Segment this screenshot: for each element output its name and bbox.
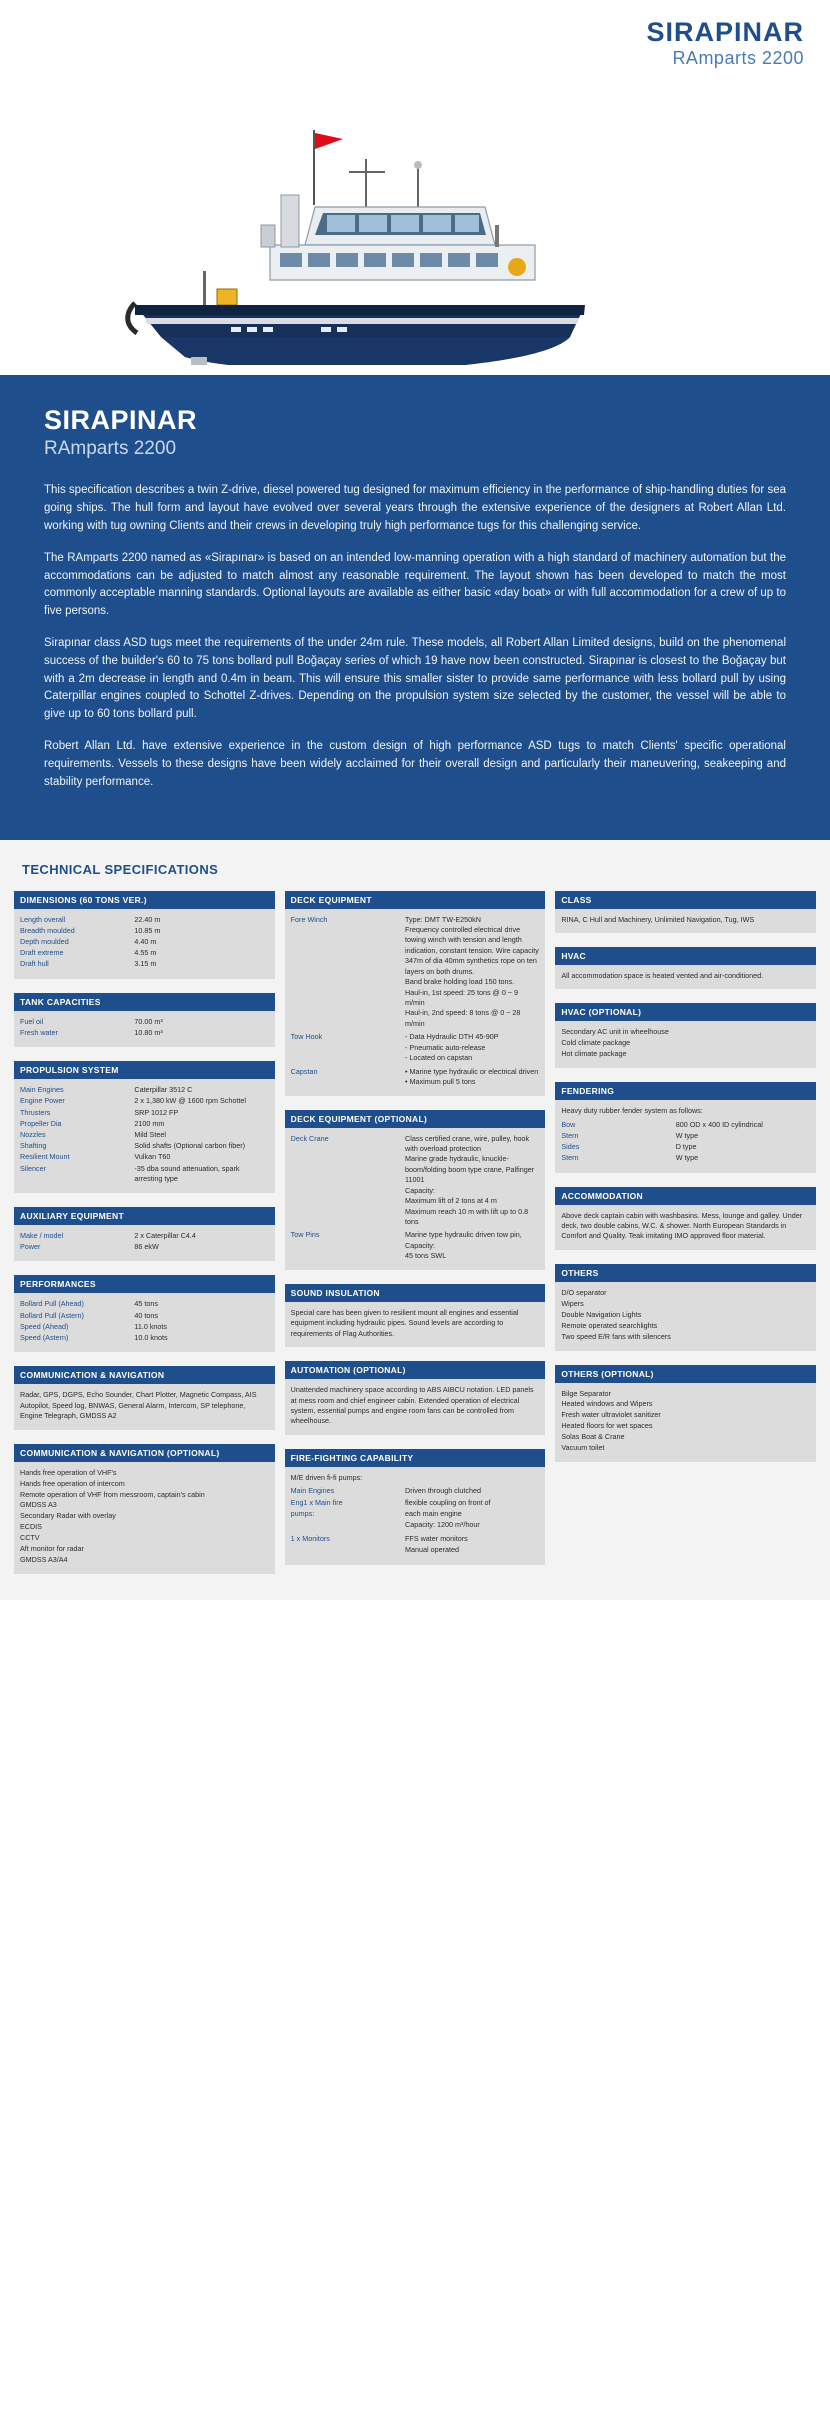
card-commnav-body — [14, 1384, 275, 1429]
list-item: Cold climate package — [561, 1038, 631, 1048]
row-label — [291, 1520, 405, 1531]
row-value: SRP 1012 FP — [134, 1107, 179, 1117]
introduction-section — [0, 375, 830, 839]
card-fifi-title: FIRE-FIGHTING CAPABILITY — [285, 1449, 546, 1467]
card-dimensions-title: DIMENSIONS (60 TONS VER.) — [14, 891, 275, 909]
row-value: flexible coupling on front of — [405, 1497, 491, 1507]
technical-specifications-section — [0, 840, 830, 1601]
table-row — [20, 1028, 269, 1039]
row-label: pumps: — [290, 1508, 315, 1518]
row-value: each main engine — [405, 1508, 462, 1518]
row-label: Main Engines — [20, 1085, 64, 1095]
deck-item-line: Type: DMT TW-E250kN — [405, 914, 481, 924]
card-others-opt-title: OTHERS (OPTIONAL) — [555, 1365, 816, 1383]
table-row — [291, 1486, 540, 1497]
row-label: Bollard Pull (Astern) — [20, 1310, 84, 1320]
row-label: Draft hull — [20, 959, 49, 969]
list-item: Vacuum toilet — [561, 1443, 605, 1453]
card-commnav-opt-title: COMMUNICATION & NAVIGATION (OPTIONAL) — [14, 1444, 275, 1462]
card-deck-title: DECK EQUIPMENT — [285, 891, 546, 909]
list-item: Hot climate package — [561, 1049, 627, 1059]
card-hvac-body — [555, 965, 816, 989]
table-row — [20, 1119, 269, 1130]
card-dimensions — [14, 891, 275, 979]
specs-column-left — [14, 891, 275, 1575]
row-value: Driven through clutched — [405, 1486, 481, 1496]
row-label: Breadth moulded — [20, 925, 75, 935]
table-row — [20, 1108, 269, 1119]
table-row — [20, 1085, 269, 1096]
table-row — [291, 1509, 540, 1520]
row-value: 45 tons — [134, 1299, 158, 1309]
row-value: 2 x 1,380 kW @ 1600 rpm Schottel — [134, 1096, 246, 1106]
list-item: Two speed E/R fans with silencers — [561, 1331, 671, 1341]
row-label: Stern — [561, 1153, 579, 1163]
table-row — [20, 959, 269, 970]
deck-opt-line: Class certified crane, wire, pulley, hook with overload protection — [405, 1133, 530, 1153]
intro-paragraph-4: Robert Allan Ltd. have extensive experience in the custom design of high performance ASD tugs to match Clients' specific operational requirements. Vessels to these designs have been widely acclaimed for their overall design and particularly their maneuvering, seakeeping and stability performance. — [44, 740, 786, 788]
card-tank-body — [14, 1011, 275, 1047]
deck-opt-line: Maximum lift of 2 tons at 4 m — [405, 1196, 497, 1206]
row-value: Solid shafts (Optional carbon fiber) — [134, 1141, 246, 1151]
row-label: Draft extreme — [20, 948, 64, 958]
row-label: Shafting — [20, 1141, 47, 1151]
card-deck-equipment-optional — [285, 1110, 546, 1270]
deck-item-line: • Marine type hydraulic or electrical driven — [405, 1066, 539, 1076]
card-hvac-title: HVAC — [555, 947, 816, 965]
card-commnav-opt-body — [14, 1462, 275, 1574]
card-fendering-body — [555, 1100, 816, 1172]
card-deck-equipment — [285, 891, 546, 1096]
list-item: Double Navigation Lights — [561, 1309, 642, 1319]
card-deck-opt-title: DECK EQUIPMENT (OPTIONAL) — [285, 1110, 546, 1128]
list-item: Fresh water ultraviolet sanitizer — [561, 1410, 661, 1420]
card-performances-body — [14, 1293, 275, 1352]
deck-item-line: Haul-in, 1st speed: 25 tons @ 0 ~ 9 m/min — [405, 987, 519, 1008]
table-row — [20, 1152, 269, 1163]
row-value: W type — [675, 1130, 699, 1140]
list-item: ECDIS — [20, 1522, 42, 1532]
row-label: Length overall — [20, 914, 66, 924]
list-item: Heated windows and Wipers — [561, 1399, 653, 1409]
deck-item-line: • Maximum pull 5 tons — [405, 1077, 476, 1087]
card-others-title: OTHERS — [555, 1264, 816, 1282]
deck-opt-item-label: Tow Pins — [290, 1230, 320, 1240]
card-hvac-opt-body — [555, 1021, 816, 1068]
deck-item-line: Frequency controlled electrical drive towing winch with tension and length indication, constant tension. Wire capacity 347m of dia 40mm synthetics rope on ten layers on both drums. — [405, 924, 539, 976]
card-others-optional — [555, 1365, 816, 1463]
row-label: Stern — [561, 1130, 579, 1140]
card-sound-text: Special care has been given to resilient mount all engines and essential equipment including hydraulic pipes. Sound levels are according to requirements of Flag Authorities. — [290, 1307, 519, 1338]
list-item: Secondary Radar with overlay — [20, 1511, 116, 1521]
table-row — [561, 1120, 810, 1131]
row-label: Nozzles — [20, 1129, 46, 1139]
row-label: 1 x Monitors — [290, 1534, 330, 1544]
card-hvac — [555, 947, 816, 989]
row-label: Make / model — [20, 1231, 64, 1241]
row-value: 800 OD x 400 ID cylindrical — [675, 1119, 763, 1129]
list-item: Hands free operation of VHF's — [20, 1467, 117, 1477]
row-value: Manual operated — [405, 1545, 459, 1555]
card-dimensions-body — [14, 909, 275, 979]
row-value: 4.40 m — [134, 936, 157, 946]
card-class-text: RINA, C Hull and Machinery, Unlimited Navigation, Tug, IWS — [561, 914, 755, 924]
row-label: Depth moulded — [20, 936, 69, 946]
card-others — [555, 1264, 816, 1351]
row-label — [291, 1545, 405, 1556]
deck-item-line: - Data Hydraulic DTH 45-90P — [405, 1032, 499, 1042]
row-value: 11.0 knots — [134, 1321, 168, 1331]
deck-item-line: - Pneumatic auto-release — [405, 1042, 486, 1052]
row-value: FFS water monitors — [405, 1534, 468, 1544]
table-row — [20, 1242, 269, 1253]
row-value: 4.55 m — [134, 948, 157, 958]
table-row — [20, 1096, 269, 1107]
list-item: Wipers — [561, 1298, 584, 1308]
table-row — [20, 1141, 269, 1152]
intro-paragraph-2: The RAmparts 2200 named as «Sirapınar» is based on an intended low-manning operation with a high standard of machinery automation but the accommodations can be adjusted to match almost any reasonable requirement. The layout shown has been developed to match the most commonly acceptable manning standards. Optional layouts are available as either basic «day boat» or with full accommodation for a crew of up to five persons. — [44, 551, 786, 618]
row-value: Mild Steel — [134, 1129, 166, 1139]
card-auxiliary-body — [14, 1225, 275, 1261]
table-row — [20, 1322, 269, 1333]
list-item: Remote operated searchlights — [561, 1320, 658, 1330]
page-header — [0, 0, 830, 75]
specs-columns — [14, 891, 816, 1575]
card-propulsion-system — [14, 1061, 275, 1193]
card-fendering-title: FENDERING — [555, 1082, 816, 1100]
deck-item-capstan — [291, 1067, 540, 1088]
card-propulsion-body — [14, 1079, 275, 1193]
row-value: Vulkan T60 — [134, 1152, 171, 1162]
card-sound-title: SOUND INSULATION — [285, 1284, 546, 1302]
card-fire-fighting-capability — [285, 1449, 546, 1565]
list-item: Aft monitor for radar — [20, 1544, 84, 1554]
table-row — [20, 1017, 269, 1028]
card-auxiliary-equipment — [14, 1207, 275, 1261]
row-label: Speed (Ahead) — [20, 1321, 69, 1331]
row-label: Eng1 x Main fire — [290, 1497, 343, 1507]
row-value: 10.85 m — [134, 925, 161, 935]
row-label: Speed (Astern) — [20, 1333, 69, 1343]
deck-item-fore-winch — [291, 915, 540, 1030]
table-row — [561, 1153, 810, 1164]
card-propulsion-title: PROPULSION SYSTEM — [14, 1061, 275, 1079]
deck-opt-line: Capacity: — [405, 1185, 436, 1195]
turkish-flag-icon — [313, 130, 343, 205]
card-communication-navigation — [14, 1366, 275, 1429]
row-value: 2 x Caterpillar C4.4 — [134, 1231, 196, 1241]
row-value: 10.0 knots — [134, 1333, 168, 1343]
deck-item-line: - Located on capstan — [405, 1053, 473, 1063]
list-item: Bilge Separator — [561, 1388, 611, 1398]
card-automation-title: AUTOMATION (OPTIONAL) — [285, 1361, 546, 1379]
card-commnav-title: COMMUNICATION & NAVIGATION — [14, 1366, 275, 1384]
deck-opt-item-label: Deck Crane — [290, 1133, 329, 1143]
card-accommodation-text: Above deck captain cabin with washbasins. Mess, lounge and galley. Under deck, two double cabins, W.C. & shower. North European Standards in Comfort and Quality. Teak imitating IMO approved floor material. — [561, 1210, 803, 1241]
row-value: 86 ekW — [134, 1242, 159, 1252]
row-value: D type — [675, 1142, 697, 1152]
card-performances-title: PERFORMANCES — [14, 1275, 275, 1293]
deck-opt-line: Marine grade hydraulic, knuckle-boom/folding boom type crane, Palfinger 11001 — [405, 1154, 535, 1185]
list-item: Remote operation of VHF from messroom, captain's cabin — [20, 1489, 205, 1499]
table-row — [20, 915, 269, 926]
row-value: W type — [675, 1153, 699, 1163]
row-value: Caterpillar 3512 C — [134, 1085, 193, 1095]
card-others-body — [555, 1282, 816, 1351]
card-tank-capacities — [14, 993, 275, 1047]
list-item: Secondary AC unit in wheelhouse — [561, 1027, 669, 1037]
list-item: Heated floors for wet spaces — [561, 1421, 653, 1431]
row-label: Power — [20, 1242, 41, 1252]
brand-title: SIRAPINAR — [646, 17, 804, 47]
deck-opt-item-deck-crane — [291, 1134, 540, 1228]
card-fendering — [555, 1082, 816, 1172]
deck-item-line: Haul-in, 2nd speed: 8 tons @ 0 ~ 28 m/min — [405, 1008, 521, 1028]
specs-heading: TECHNICAL SPECIFICATIONS — [22, 861, 219, 877]
list-item: Hands free operation of intercom — [20, 1478, 125, 1488]
row-label: Fresh water — [20, 1027, 58, 1037]
intro-paragraph-3: Sirapınar class ASD tugs meet the requirements of the under 24m rule. These models, all Robert Allan Limited designs, build on the phenomenal success of the builder's 60 to 75 tons bollard pull Boğaçay series of which 19 have now been constructed. Sirapınar is closest to the Boğaçay but with a 2m decrease in length and 0.4m in beam. This will ensure this smaller sister to provide same performance with less bollard pull by using Caterpillar engines coupled to Schottel Z-drives. Depending on the propulsion system size selected by the customer, the vessel will be able to give up to 60 tons bollard pull. — [44, 637, 786, 721]
table-row — [20, 937, 269, 948]
row-label: Fuel oil — [20, 1016, 44, 1026]
table-row — [20, 1311, 269, 1322]
card-performances — [14, 1275, 275, 1352]
brand-model: RAmparts 2200 — [672, 48, 804, 69]
card-hvac-text: All accommodation space is heated vented and air-conditioned. — [561, 970, 764, 980]
row-value: 70.00 m³ — [134, 1016, 163, 1026]
deck-item-label: Tow Hook — [290, 1032, 323, 1042]
row-label: Bollard Pull (Ahead) — [20, 1299, 84, 1309]
row-label: Resilient Mount — [20, 1152, 70, 1162]
table-row — [20, 1231, 269, 1242]
card-fifi-body — [285, 1467, 546, 1565]
table-row — [291, 1534, 540, 1545]
list-item: GMDSS A3/A4 — [20, 1555, 68, 1565]
table-row — [20, 1333, 269, 1344]
card-auxiliary-title: AUXILIARY EQUIPMENT — [14, 1207, 275, 1225]
row-value: Capacity: 1200 m³/hour — [405, 1519, 480, 1529]
row-label: Propeller Dia — [20, 1118, 62, 1128]
row-value: 2100 mm — [134, 1118, 165, 1128]
card-commnav-text: Radar, GPS, DGPS, Echo Sounder, Chart Plotter, Magnetic Compass, AIS Autopilot, Speed log, BNWAS, General Alarm, Intercom, SP telephone, Engine Telegraph, GMDSS A2 — [20, 1390, 257, 1421]
row-label: Main Engines — [290, 1486, 335, 1496]
intro-subtitle: RAmparts 2200 — [44, 438, 177, 460]
deck-opt-line: Maximum reach 10 m with lift up to 0.8 tons — [405, 1206, 529, 1227]
table-row — [20, 948, 269, 959]
card-class-body — [555, 909, 816, 933]
list-item: CCTV — [20, 1533, 40, 1543]
card-tank-title: TANK CAPACITIES — [14, 993, 275, 1011]
card-accommodation-title: ACCOMMODATION — [555, 1187, 816, 1205]
row-value: 40 tons — [134, 1310, 158, 1320]
card-deck-body — [285, 909, 546, 1096]
row-label: Engine Power — [20, 1096, 65, 1106]
row-value: -35 dba sound attenuation, spark arresting type — [134, 1163, 240, 1183]
card-automation-body — [285, 1379, 546, 1435]
intro-paragraph-1: This specification describes a twin Z-drive, diesel powered tug designed for maximum efficiency in the performance of ship-handling duties for sea going ships. The hull form and layout have evolved over several years through the extensive experience of the designers at Robert Allan Ltd. working with tug owning Clients and their crews in developing truly high performance tugs for this challenging service. — [44, 484, 786, 532]
table-row — [20, 1164, 269, 1185]
list-item: GMDSS A3 — [20, 1500, 57, 1510]
table-row — [561, 1131, 810, 1142]
card-class-title: CLASS — [555, 891, 816, 909]
deck-opt-line: Capacity: — [405, 1240, 436, 1250]
card-fifi-subtitle: M/E driven fi-fi pumps: — [290, 1472, 363, 1482]
table-row — [20, 926, 269, 937]
card-sound-insulation — [285, 1284, 546, 1347]
card-fendering-intro: Heavy duty rubber fender system as follows: — [561, 1106, 703, 1116]
hero-illustration — [0, 75, 830, 375]
card-others-opt-body — [555, 1383, 816, 1463]
table-row — [561, 1142, 810, 1153]
specs-column-right — [555, 891, 816, 1463]
deck-item-line: Band brake holding load 150 tons. — [405, 977, 515, 987]
row-value: 22.40 m — [134, 914, 161, 924]
deck-item-label: Fore Winch — [290, 914, 328, 924]
tugboat-svg — [65, 75, 765, 365]
card-deck-opt-body — [285, 1128, 546, 1270]
specs-column-middle — [285, 891, 546, 1565]
deck-item-label: Capstan — [290, 1066, 318, 1076]
card-communication-navigation-optional — [14, 1444, 275, 1574]
deck-opt-line: Marine type hydraulic driven tow pin, — [405, 1230, 522, 1240]
deck-item-tow-hook — [291, 1032, 540, 1063]
list-item: Solas Boat & Crane — [561, 1432, 625, 1442]
card-hvac-opt-title: HVAC (OPTIONAL) — [555, 1003, 816, 1021]
table-row — [20, 1130, 269, 1141]
table-row — [20, 1299, 269, 1310]
card-automation-text: Unattended machinery space according to ABS AIBCU notation. LED panels at mess room and chief engineer cabin. Extended operation of electrical system, essential pumps and engine room fans can be controlled from wheelhouse. — [290, 1385, 534, 1426]
card-accommodation — [555, 1187, 816, 1250]
row-label: Silencer — [20, 1163, 46, 1173]
row-label: Thrusters — [20, 1107, 51, 1117]
table-row — [291, 1498, 540, 1509]
card-sound-body — [285, 1302, 546, 1347]
card-class — [555, 891, 816, 933]
card-accommodation-body — [555, 1205, 816, 1250]
table-row — [291, 1545, 540, 1556]
table-row — [291, 1520, 540, 1531]
intro-title: SIRAPINAR — [44, 405, 198, 436]
row-value: 3.15 m — [134, 959, 157, 969]
card-hvac-optional — [555, 1003, 816, 1068]
row-label: Bow — [561, 1119, 576, 1129]
card-automation-optional — [285, 1361, 546, 1435]
row-value: 10.80 m³ — [134, 1027, 163, 1037]
deck-opt-line: 45 tons SWL — [405, 1251, 447, 1261]
row-label: Sides — [561, 1142, 580, 1152]
list-item: D/O separator — [561, 1287, 607, 1297]
deck-opt-item-tow-pins — [291, 1230, 540, 1261]
